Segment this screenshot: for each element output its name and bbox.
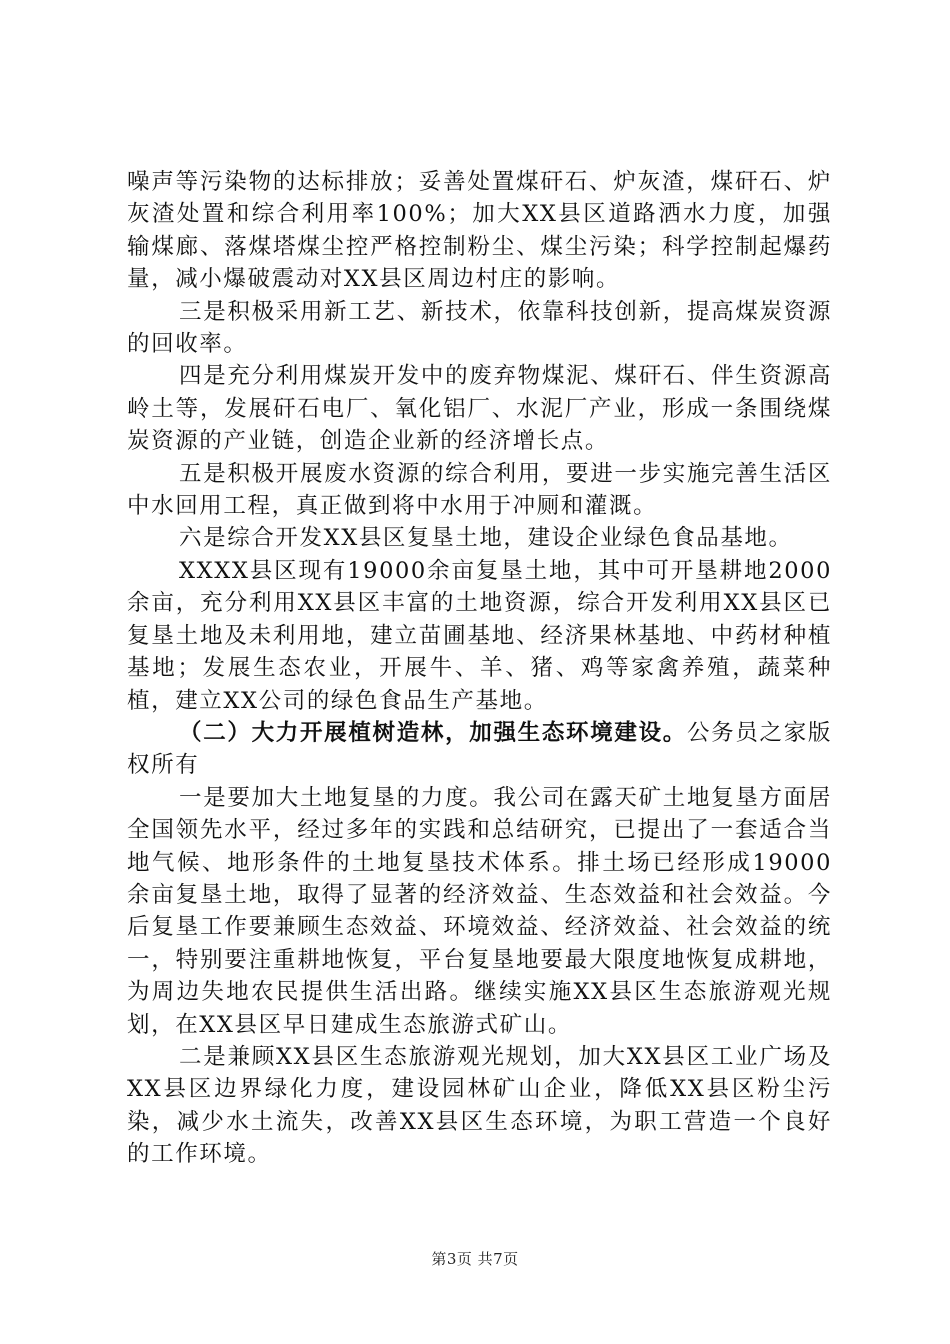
paragraph-1: 噪声等污染物的达标排放；妥善处置煤矸石、炉灰渣，煤矸石、炉灰渣处置和综合利用率100%；加大XX县区道路洒水力度，加强输煤廊、落煤塔煤尘控严格控制粉尘、煤尘污染；科学控制起爆药量，减小爆破震动对XX县区周边村庄的影响。: [127, 169, 832, 293]
paragraph-4: 五是积极开展废水资源的综合利用，要进一步实施完善生活区中水回用工程，真正做到将中水用于冲厕和灌溉。: [127, 460, 832, 520]
section-heading-tail: 公务员之家版权所有: [127, 719, 832, 779]
paragraph-8: 二是兼顾XX县区生态旅游观光规划，加大XX县区工业广场及XX县区边界绿化力度，建设园林矿山企业，降低XX县区粉尘污染，减少水土流失，改善XX县区生态环境，为职工营造一个良好的工作环境。: [127, 1043, 832, 1168]
section-heading: [127, 717, 832, 782]
paragraph-3: 四是充分利用煤炭开发中的废弃物煤泥、煤矸石、伴生资源高岭土等，发展矸石电厂、氧化铝厂、水泥厂产业，形成一条围绕煤炭资源的产业链，创造企业新的经济增长点。: [127, 363, 832, 455]
page-footer: 第3页 共7页: [431, 1250, 519, 1268]
document-body: [127, 166, 832, 1171]
paragraph-5: 六是综合开发XX县区复垦土地，建设企业绿色食品基地。: [179, 525, 793, 552]
section-heading-title: （二）大力开展植树造林，加强生态环境建设。: [179, 719, 687, 746]
paragraph-7: 一是要加大土地复垦的力度。我公司在露天矿土地复垦方面居全国领先水平，经过多年的实践和总结研究，已提出了一套适合当地气候、地形条件的土地复垦技术体系。排土场已经形成19000余亩复垦土地，取得了显著的经济效益、生态效益和社会效益。今后复垦工作要兼顾生态效益、环境效益、经济效益、社会效益的统一，特别要注重耕地恢复，平台复垦地要最大限度地恢复成耕地，为周边失地农民提供生活出路。继续实施XX县区生态旅游观光规划，在XX县区早日建成生态旅游式矿山。: [127, 784, 832, 1038]
paragraph-2: 三是积极采用新工艺、新技术，依靠科技创新，提高煤炭资源的回收率。: [127, 298, 832, 358]
paragraph-6: XXXX县区现有19000余亩复垦土地，其中可开垦耕地2000余亩，充分利用XX县区丰富的土地资源，综合开发利用XX县区已复垦土地及未利用地，建立苗圃基地、经济果林基地、中药材种植基地；发展生态农业，开展牛、羊、猪、鸡等家禽养殖，蔬菜种植，建立XX公司的绿色食品生产基地。: [127, 557, 832, 714]
